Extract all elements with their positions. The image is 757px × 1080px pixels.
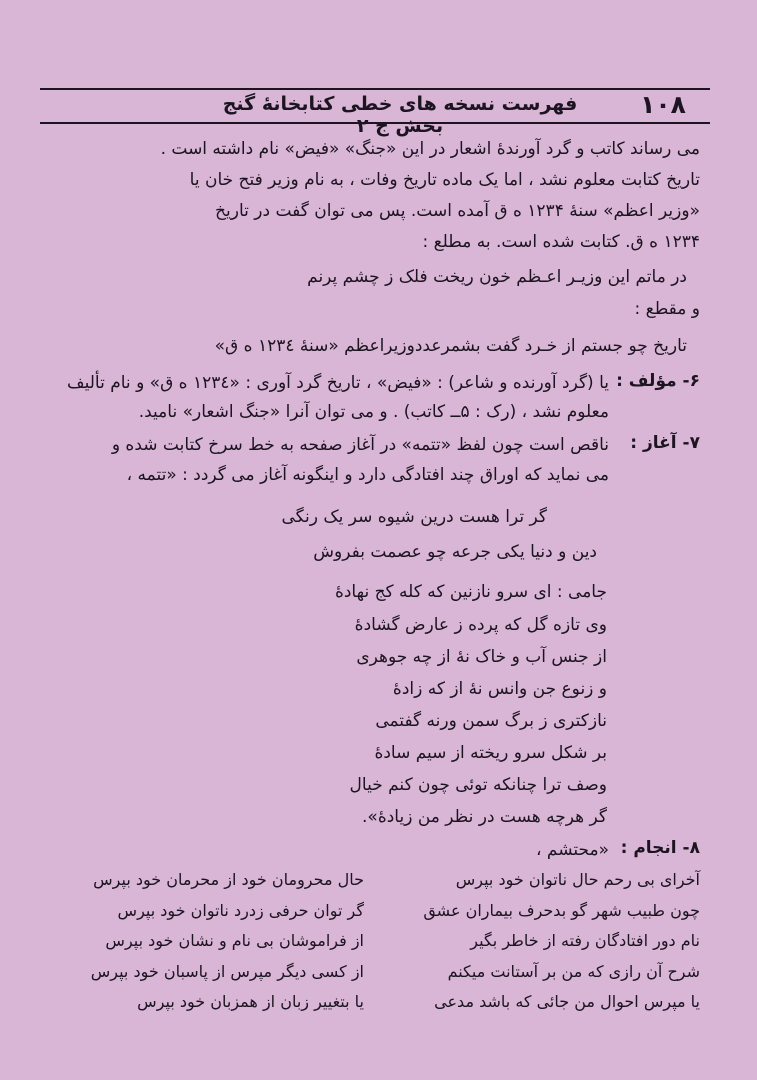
header-top-rule bbox=[40, 88, 710, 90]
page-number: ١٠٨ bbox=[640, 90, 686, 119]
verse-line: گر هرچه هست در نظر من زیادهٔ». bbox=[362, 807, 607, 827]
verse-left: حال محرومان خود از محرمان خود بپرس bbox=[93, 870, 364, 889]
verse-line: دین و دنیا یکی جرعه چو عصمت بفروش bbox=[313, 542, 597, 562]
verse-left: از فراموشان بی نام و نشان خود بپرس bbox=[105, 931, 364, 950]
text-line: می نماید که اوراق چند افتادگی دارد و اینگونه آغاز می گردد : «تتمه ، bbox=[126, 465, 609, 485]
verse-left: یا بتغییر زبان از همزبان خود بپرس bbox=[137, 992, 364, 1011]
verse-left: از کسی دیگر مپرس از پاسبان خود بپرس bbox=[90, 962, 364, 981]
header-bottom-rule bbox=[40, 122, 710, 124]
verse-right: آخرای بی رحم حال ناتوان خود بپرس bbox=[455, 870, 700, 889]
verse-line: وی تازه گل که پرده ز عارض گشادهٔ bbox=[354, 615, 607, 635]
running-title: فهرست نسخه های خطی کتابخانهٔ گنج بخش ج ۲ bbox=[222, 93, 578, 137]
label-ending: ۸- انجام : bbox=[620, 838, 700, 858]
label-author: ۶- مؤلف : bbox=[616, 371, 700, 391]
verse-line: وصف ترا چنانکه توئی چون کنم خیال bbox=[349, 775, 607, 795]
text-line: و مقطع : bbox=[634, 299, 700, 319]
verse-line: نازکتری ز برگ سمن ورنه گفتمی bbox=[375, 711, 607, 731]
verse-right: نام دور افتادگان رفته از خاطر بگیر bbox=[470, 931, 700, 950]
text-line: ۱۲۳۴ ه ق. کتابت شده است. به مطلع : bbox=[422, 232, 700, 252]
verse-line: و زنوع جن وانس نهٔ از که زادهٔ bbox=[392, 679, 607, 699]
verse-right: چون طبیب شهر گو بدحرف بیماران عشق bbox=[423, 901, 700, 920]
verse-line: بر شکل سرو ریخته از سیم سادهٔ bbox=[374, 743, 607, 763]
verse-line: گر ترا هست درین شیوه سر یک رنگی bbox=[281, 507, 547, 527]
verse-right: شرح آن رازی که من بر آستانت میکنم bbox=[447, 962, 700, 981]
text-line: ناقص است چون لفظ «تتمه» در آغاز صفحه به خط سرخ کتابت شده و bbox=[111, 435, 609, 455]
text-line: معلوم نشد ، (رک : ۵ــ کاتب) . و می توان آنرا «جنگ اشعار» نامید. bbox=[138, 402, 609, 422]
label-beginning: ۷- آغاز : bbox=[630, 433, 700, 453]
verse-line: از جنس آب و خاک نهٔ از چه جوهری bbox=[356, 647, 607, 667]
text-line: تاریخ کتابت معلوم نشد ، اما یک ماده تاریخ وفات ، به نام وزیر فتح خان یا bbox=[189, 170, 700, 190]
text-line: می رساند کاتب و گرد آورندهٔ اشعار در این «جنگ» «فیض» نام داشته است . bbox=[160, 139, 700, 159]
ending-intro: «محتشم ، bbox=[536, 840, 609, 860]
verse-line: جامی : ای سرو نازنین که کله کج نهادهٔ bbox=[334, 582, 607, 602]
text-line: یا (گرد آورنده و شاعر) : «فیض» ، تاریخ گرد آوری : «۱۲۳٤ ه ق» و نام تألیف bbox=[67, 373, 609, 393]
verse-left: گر توان حرفی زدرد ناتوان خود بپرس bbox=[117, 901, 364, 920]
verse-line: در ماتم این وزیـر اعـظم خون ریخت فلک ز چشم پرنم bbox=[307, 267, 687, 287]
verse-right: یا مپرس احوال من جائی که باشد مدعی bbox=[434, 992, 700, 1011]
text-line: «وزیر اعظم» سنهٔ ۱۲۳۴ ه ق آمده است. پس می توان گفت در تاریخ bbox=[215, 201, 700, 221]
verse-line: تاریخ چو جستم از خـرد گفت بشمرعددوزیراعظم «سنهٔ ۱۲۳٤ ه ق» bbox=[214, 336, 687, 356]
